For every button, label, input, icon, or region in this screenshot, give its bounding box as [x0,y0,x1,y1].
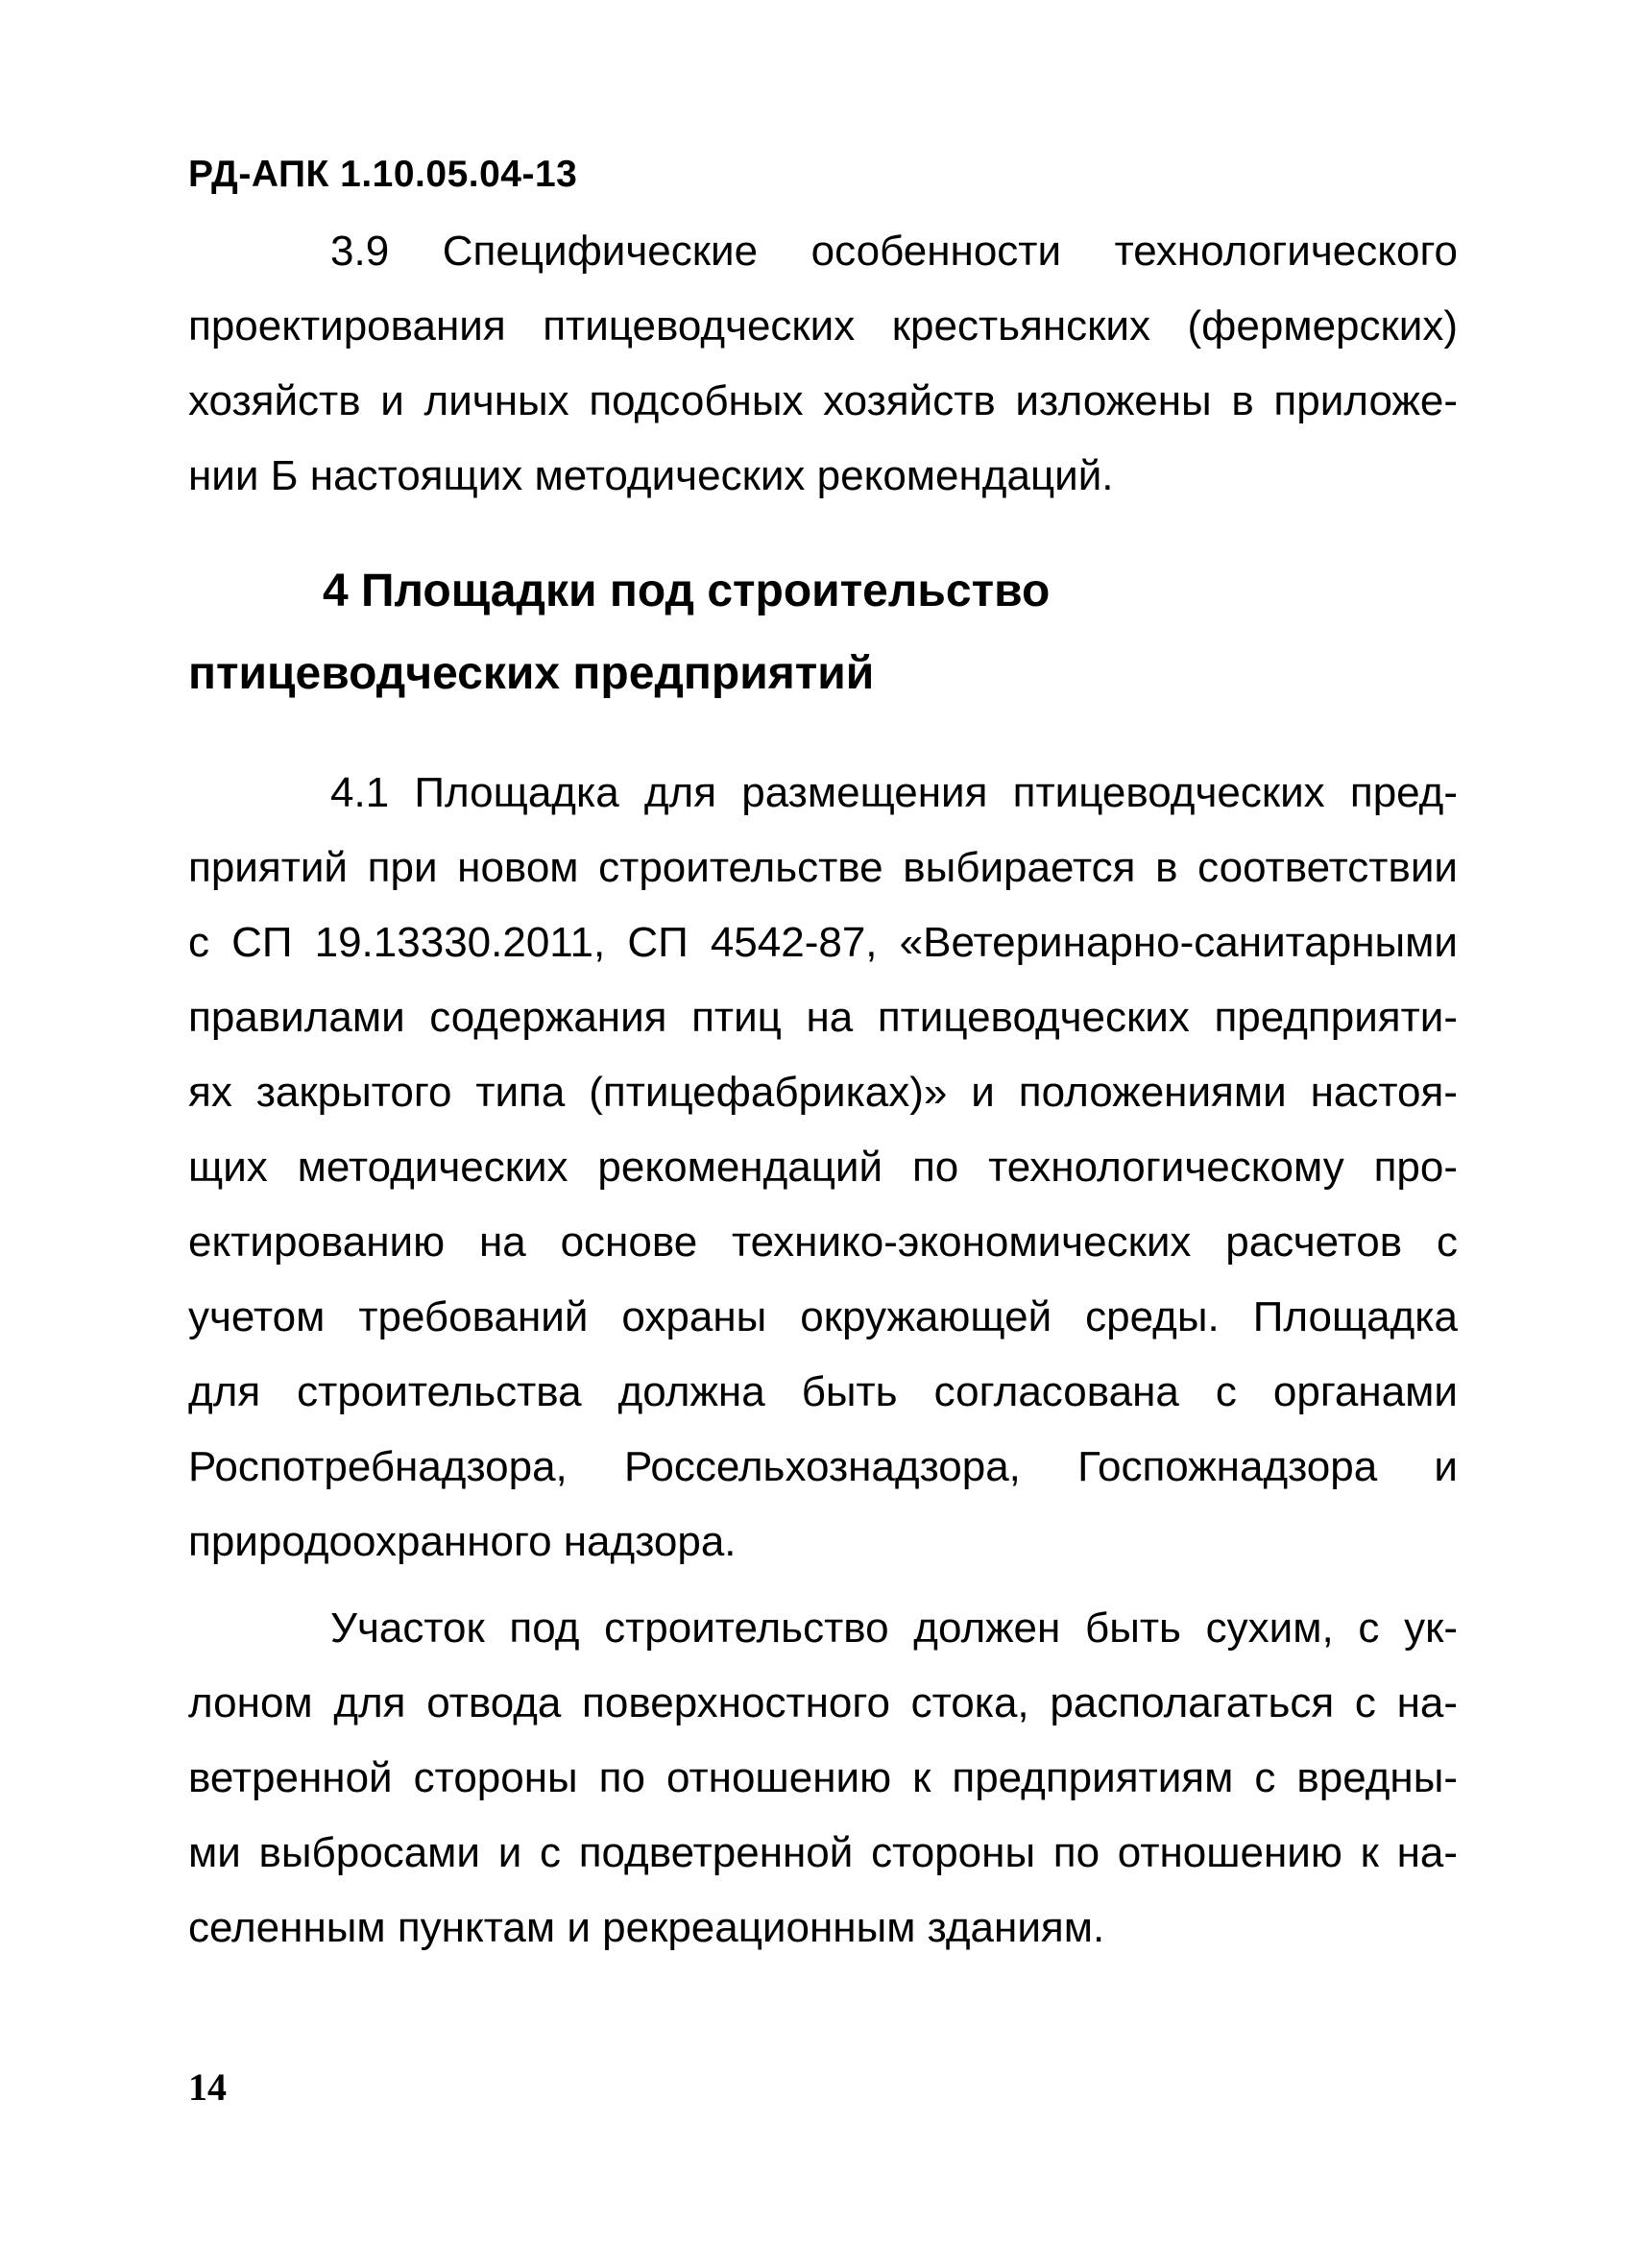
para-4-1-line: правилами содержания птиц на птицеводческих предприяти- [188,994,1458,1041]
document-code: РД-АПК 1.10.05.04-13 [188,154,578,195]
para-4-1-line: приятий при новом строительстве выбирается в соответствии [188,844,1458,891]
para-4-1-line: 4.1 Площадка для размещения птицеводческих пред- [330,769,1458,816]
para-site-line: ми выбросами и с подветренной стороны по отношению к на- [188,1829,1458,1876]
para-4-1-line: щих методических рекомендаций по технологическому про- [188,1144,1458,1191]
para-site-line: селенным пунктам и рекреационным зданиям. [188,1904,1105,1951]
para-4-1-line: для строительства должна быть согласована с органами [188,1368,1458,1415]
section-heading-line-1: 4 Площадки под строительство [323,566,1051,616]
para-4-1-line: с СП 19.13330.2011, СП 4542-87, «Ветеринарно-санитарными [188,919,1458,966]
section-3-9-line: проектирования птицеводческих крестьянских (фермерских) [188,302,1458,350]
para-4-1-line: Роспотребнадзора, Россельхознадзора, Госпожнадзора и [188,1443,1458,1490]
section-heading-line-2: птицеводческих предприятий [188,648,875,699]
para-4-1-line: ектированию на основе технико-экономических расчетов с [188,1218,1458,1266]
para-4-1-line: учетом требований охраны окружающей среды. Площадка [188,1293,1458,1340]
para-4-1-line: природоохранного надзора. [188,1518,737,1565]
para-site-line: ветренной стороны по отношению к предприятиям с вредны- [188,1754,1458,1801]
section-3-9-line: хозяйств и личных подсобных хозяйств изложены в приложе- [188,377,1458,424]
para-site-line: лоном для отвода поверхностного стока, располагаться с на- [188,1679,1458,1726]
section-3-9-line: 3.9 Специфические особенности технологического [330,228,1458,275]
section-3-9-line: нии Б настоящих методических рекомендаций. [188,452,1114,499]
para-4-1-line: ях закрытого типа (птицефабриках)» и положениями настоя- [188,1069,1458,1116]
page-number: 14 [188,2065,227,2109]
para-site-line: Участок под строительство должен быть сухим, с ук- [330,1604,1458,1652]
